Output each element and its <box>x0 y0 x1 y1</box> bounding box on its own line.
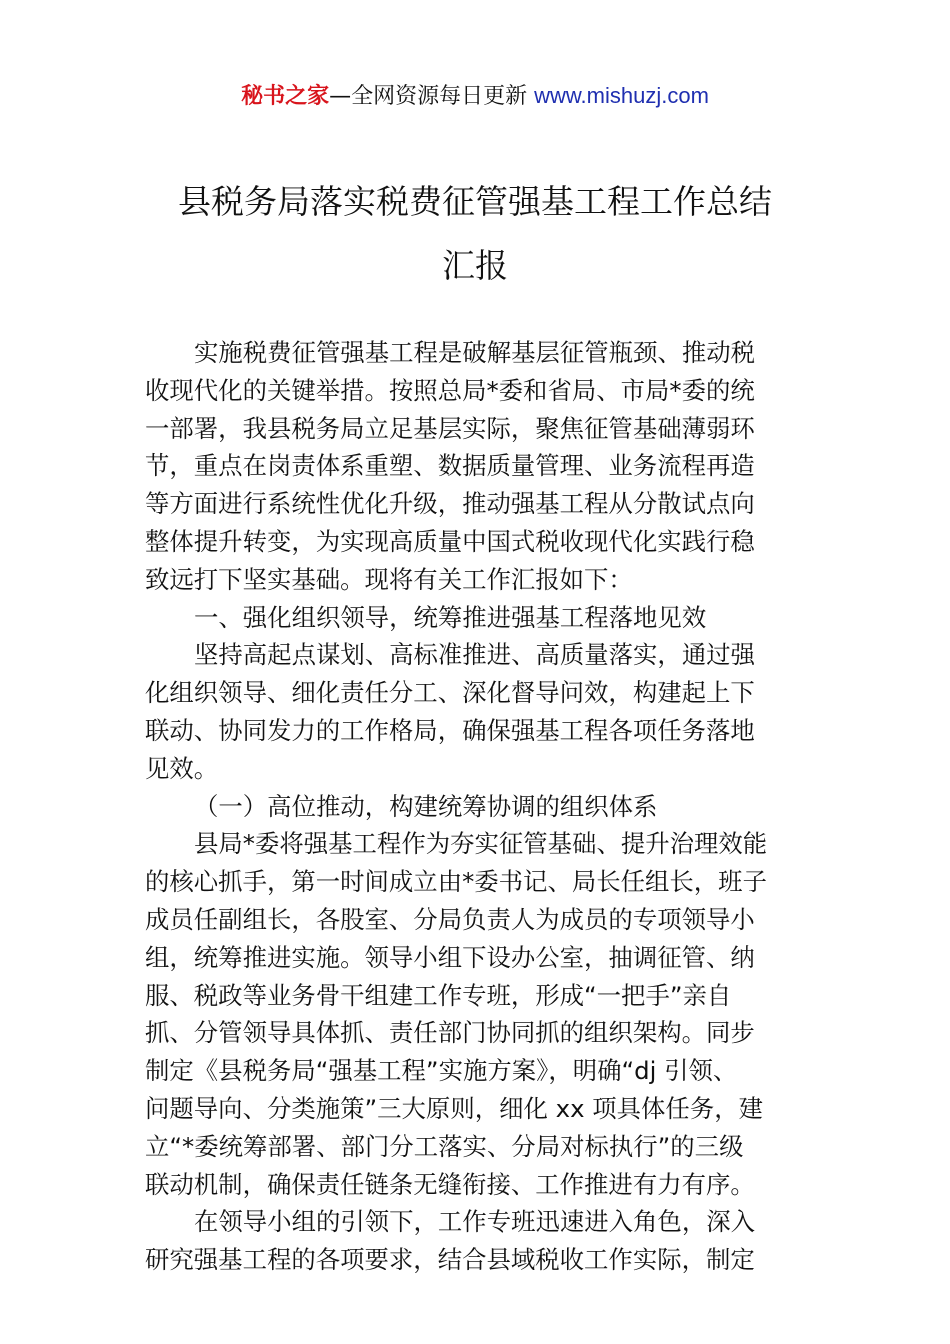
body-line: 立“*委统筹部署、部门分工落实、分局对标执行”的三级 <box>145 1131 744 1161</box>
body-line: 联动机制，确保责任链条无缝衔接、工作推进有力有序。 <box>145 1169 755 1199</box>
body-line: 见效。 <box>145 753 219 783</box>
body-line: 的核心抓手，第一时间成立由*委书记、局长任组长，班子 <box>145 867 767 897</box>
site-header <box>0 80 950 113</box>
body-line: 问题导向、分类施策”三大原则，细化 xx 项具体任务，建 <box>145 1093 763 1123</box>
body-line: 服、税政等业务骨干组建工作专班，形成“一把手”亲自 <box>145 980 732 1010</box>
body-line: 联动、协同发力的工作格局，确保强基工程各项任务落地 <box>145 715 755 745</box>
body-line: 节，重点在岗责体系重塑、数据质量管理、业务流程再造 <box>145 451 755 481</box>
title-line-1: 县税务局落实税费征管强基工程工作总结 <box>178 182 772 221</box>
body-line: 一部署，我县税务局立足基层实际，聚焦征管基础薄弱环 <box>145 413 755 443</box>
title-line-2: 汇报 <box>442 246 508 285</box>
body-line: 研究强基工程的各项要求，结合县域税收工作实际，制定 <box>145 1245 755 1275</box>
body-line: 组，统筹推进实施。领导小组下设办公室，抽调征管、纳 <box>145 942 755 972</box>
body-line: 实施税费征管强基工程是破解基层征管瓶颈、推动税 <box>194 338 755 367</box>
body-line: 坚持高起点谋划、高标准推进、高质量落实，通过强 <box>194 640 755 670</box>
body-line: 收现代化的关键举措。按照总局*委和省局、市局*委的统 <box>145 375 755 405</box>
document-title <box>0 170 950 298</box>
body-line: 县局*委将强基工程作为夯实征管基础、提升治理效能 <box>194 829 768 859</box>
body-line: 制定《县税务局“强基工程”实施方案》，明确“dj 引领、 <box>145 1056 738 1086</box>
body-line: 等方面进行系统性优化升级，推动强基工程从分散试点向 <box>145 489 755 519</box>
body-line: 在领导小组的引领下，工作专班迅速进入角色，深入 <box>194 1207 755 1237</box>
site-url[interactable]: www.mishuzj.com <box>534 83 709 108</box>
subsection-heading: （一）高位推动，构建统筹协调的组织体系 <box>194 791 658 821</box>
header-tagline: —全网资源每日更新 <box>329 84 535 109</box>
body-line: 成员任副组长，各股室、分局负责人为成员的专项领导小 <box>145 904 755 934</box>
body-line: 抓、分管领导具体抓、责任部门协同抓的组织架构。同步 <box>145 1018 755 1048</box>
document-body <box>145 334 807 1279</box>
brand-name: 秘书之家 <box>241 84 330 109</box>
section-heading: 一、强化组织领导，统筹推进强基工程落地见效 <box>194 602 707 632</box>
body-line: 致远打下坚实基础。现将有关工作汇报如下： <box>145 564 633 594</box>
body-line: 整体提升转变，为实现高质量中国式税收现代化实践行稳 <box>145 526 755 556</box>
body-line: 化组织领导、细化责任分工、深化督导问效，构建起上下 <box>145 678 755 708</box>
